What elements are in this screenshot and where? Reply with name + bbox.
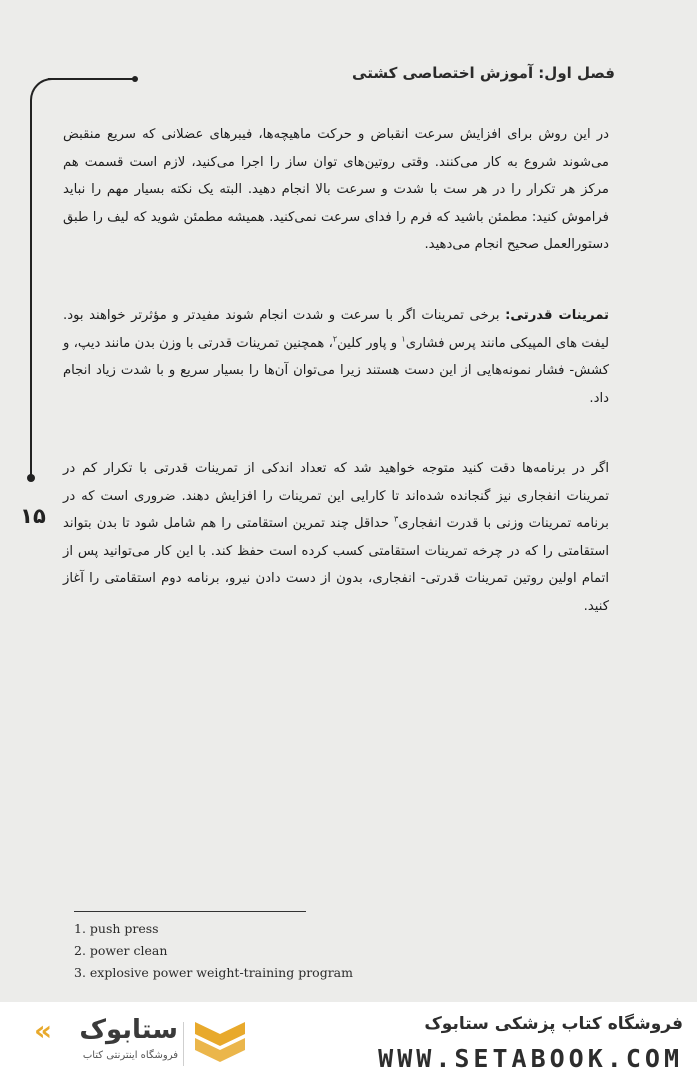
margin-ornament-line <box>30 106 32 478</box>
footnotes <box>74 918 494 984</box>
logo-subtitle: فروشگاه اینترنتی کتاب <box>82 1050 178 1061</box>
paragraph-strength-training <box>63 302 609 412</box>
book-logo-icon <box>193 1020 247 1066</box>
footnote-2: 2. power clean <box>74 943 168 958</box>
chapter-title: فصل اول: آموزش اختصاصی کشتی <box>352 64 615 82</box>
footnote-ref-2: ۲ <box>332 334 338 344</box>
footnote-ref-1: ۱ <box>401 334 406 344</box>
paragraph-text: حداقل چند تمرین استقامتی را هم شامل شود تا بدن بتواند استقامتی را که در چرخه تمرینات استقامتی کسب کرده است حفظ کند. با این کار می‌توانید پس از اتمام اولین روتین تمرینات قدرتی- انفجاری، بدون از دست دادن نیرو، برنامه دوم استقامتی را آغاز کنید. <box>63 516 609 614</box>
footnote-divider <box>74 911 306 912</box>
margin-ornament-curve <box>30 78 54 110</box>
footnote-1: 1. push press <box>74 921 159 936</box>
logo-arrows-icon: « <box>34 1014 53 1047</box>
margin-ornament-dot <box>27 474 35 482</box>
page-number: ۱۵ <box>20 504 46 528</box>
paragraph-text: و پاور کلین <box>337 335 402 351</box>
logo-wordmark: ستابوک <box>79 1015 178 1045</box>
term-strength-training: تمرینات قدرتی: <box>505 308 609 323</box>
paragraph-text: ، همچنین تمرینات قدرتی با وزن بدن مانند دیپ، و کشش- فشار نمونه‌هایی از این دست هستند زیرا می‌توان آن‌ها را بسیار سریع و با شدت زیاد انجام داد. <box>63 335 609 406</box>
footnote-ref-3: ۳ <box>393 514 399 524</box>
banner-divider <box>183 1022 184 1066</box>
store-name: فروشگاه کتاب پزشکی ستابوک <box>424 1014 683 1034</box>
paragraph-program-notes <box>63 455 609 621</box>
header-ornament-line <box>48 78 135 80</box>
paragraph-text: اگر در برنامه‌ها دقت کنید متوجه خواهید شد که تعداد اندکی از تمرینات قدرتی با تکرار کم در تمرینات انفجاری نیز گنجانده شده‌اند تا کارایی این تمرینات را افزایش دهند. ضروری است که در برنامه تمرینات وزنی با قدرت انفجاری <box>63 461 609 532</box>
paragraph-text: برخی تمرینات اگر با سرعت و شدت انجام شوند مفیدتر و مؤثرتر خواهند بود. لیفت های المپیکی مانند پرس فشاری <box>63 308 609 351</box>
paragraph-speed-method: در این روش برای افزایش سرعت انقباض و حرکت ماهیچه‌ها، فیبرهای عضلانی که سریع منقبض می‌شوند شروع به کار می‌کنند. وقتی روتین‌های توان ساز را اجرا می‌کنید، لازم است قسمت هم مرکز هر تکرار را در هر ست با شدت و سرعت بالا انجام دهید. البته یک نکته بسیار مهم را نباید فراموش کنید: مطمئن باشید که فرم را فدای سرعت نمی‌کنید. همیشه مطمئن شوید که لیف را طبق دستورالعمل صحیح انجام می‌دهید. <box>63 127 609 253</box>
footnote-3: 3. explosive power weight-training program <box>74 965 353 980</box>
store-url[interactable]: WWW.SETABOOK.COM <box>378 1044 683 1073</box>
